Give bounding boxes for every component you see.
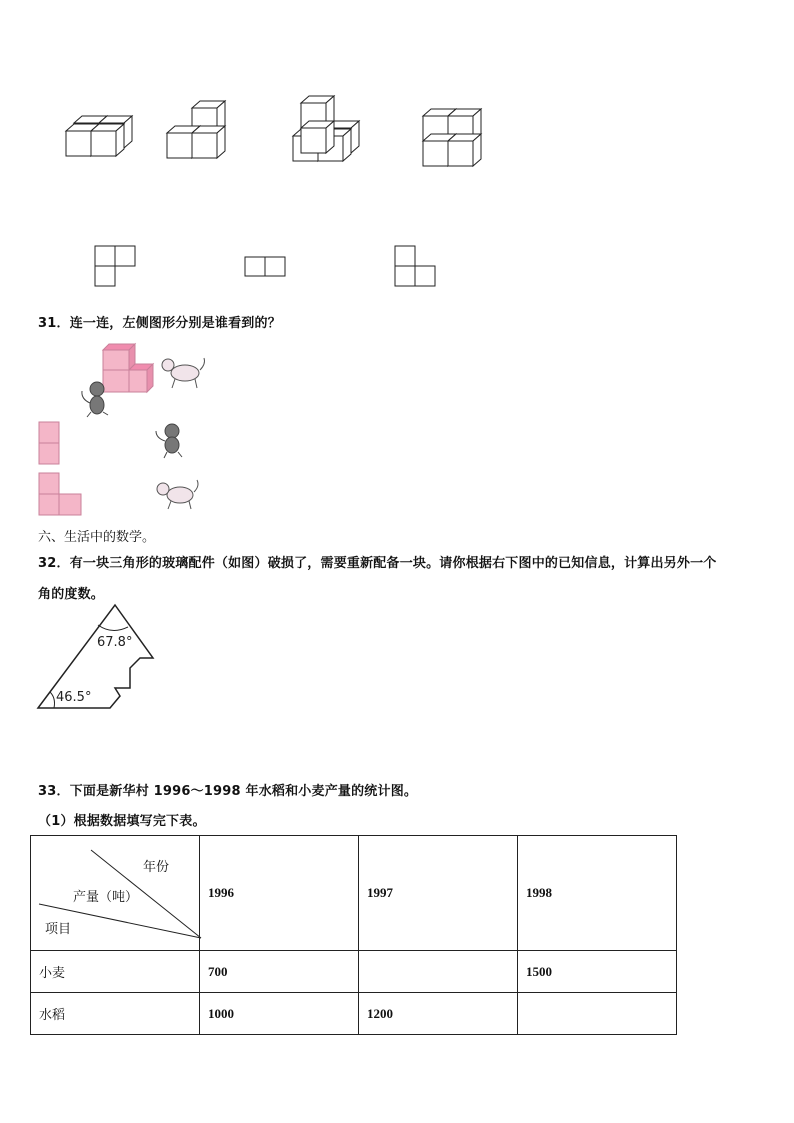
view-shape-2 (245, 257, 285, 276)
year-1996: 1996 (200, 836, 359, 951)
cube-figure-a (66, 116, 132, 156)
broken-triangle-figure (30, 600, 170, 715)
angle-top-label: 67.8° (97, 635, 133, 650)
diagonal-header-cell (31, 836, 200, 951)
row-label-rice: 水稻 (31, 993, 200, 1035)
question-33-text: 33．下面是新华村 1996～1998 年水稻和小麦产量的统计图。 (38, 784, 418, 799)
dog-icon (162, 358, 205, 388)
wheat-1998: 1500 (518, 951, 677, 993)
cube-figure-c (293, 96, 359, 161)
dog-icon-2 (157, 480, 198, 509)
question-31-figure (0, 335, 260, 520)
view-shape-1 (95, 246, 135, 286)
year-1997: 1997 (359, 836, 518, 951)
wheat-1997[interactable] (359, 951, 518, 993)
pink-view-vertical (39, 422, 59, 464)
monkey-icon (82, 382, 108, 417)
question-32-line1: 32．有一块三角形的玻璃配件（如图）破损了，需要重新配备一块。请你根据右下图中的已知信息，计算出另外一个 (38, 556, 717, 571)
section-6-title: 六、生活中的数学。 (38, 530, 156, 545)
cube-figure-b (167, 101, 225, 158)
header-yield-label: 产量（吨） (73, 890, 139, 905)
question-31-text: 31．连一连，左侧图形分别是谁看到的？ (38, 316, 281, 331)
view-shape-3 (395, 246, 435, 286)
rice-1997: 1200 (359, 993, 518, 1035)
monkey-icon-2 (156, 424, 182, 458)
rice-1996: 1000 (200, 993, 359, 1035)
pink-view-l-shape (39, 473, 81, 515)
question-32-line2: 角的度数。 (38, 587, 105, 602)
rice-1998[interactable] (518, 993, 677, 1035)
row-label-wheat: 小麦 (31, 951, 200, 993)
cube-figure-d (423, 109, 481, 166)
yield-table (30, 835, 677, 1035)
angle-bottom-label: 46.5° (56, 690, 92, 705)
header-year-label: 年份 (143, 860, 170, 875)
header-item-label: 项目 (45, 922, 72, 937)
pink-cube-block (103, 344, 153, 392)
year-1998: 1998 (518, 836, 677, 951)
wheat-1996: 700 (200, 951, 359, 993)
cube-figures (0, 0, 794, 300)
question-33-sub1: （1）根据数据填写完下表。 (38, 814, 206, 829)
